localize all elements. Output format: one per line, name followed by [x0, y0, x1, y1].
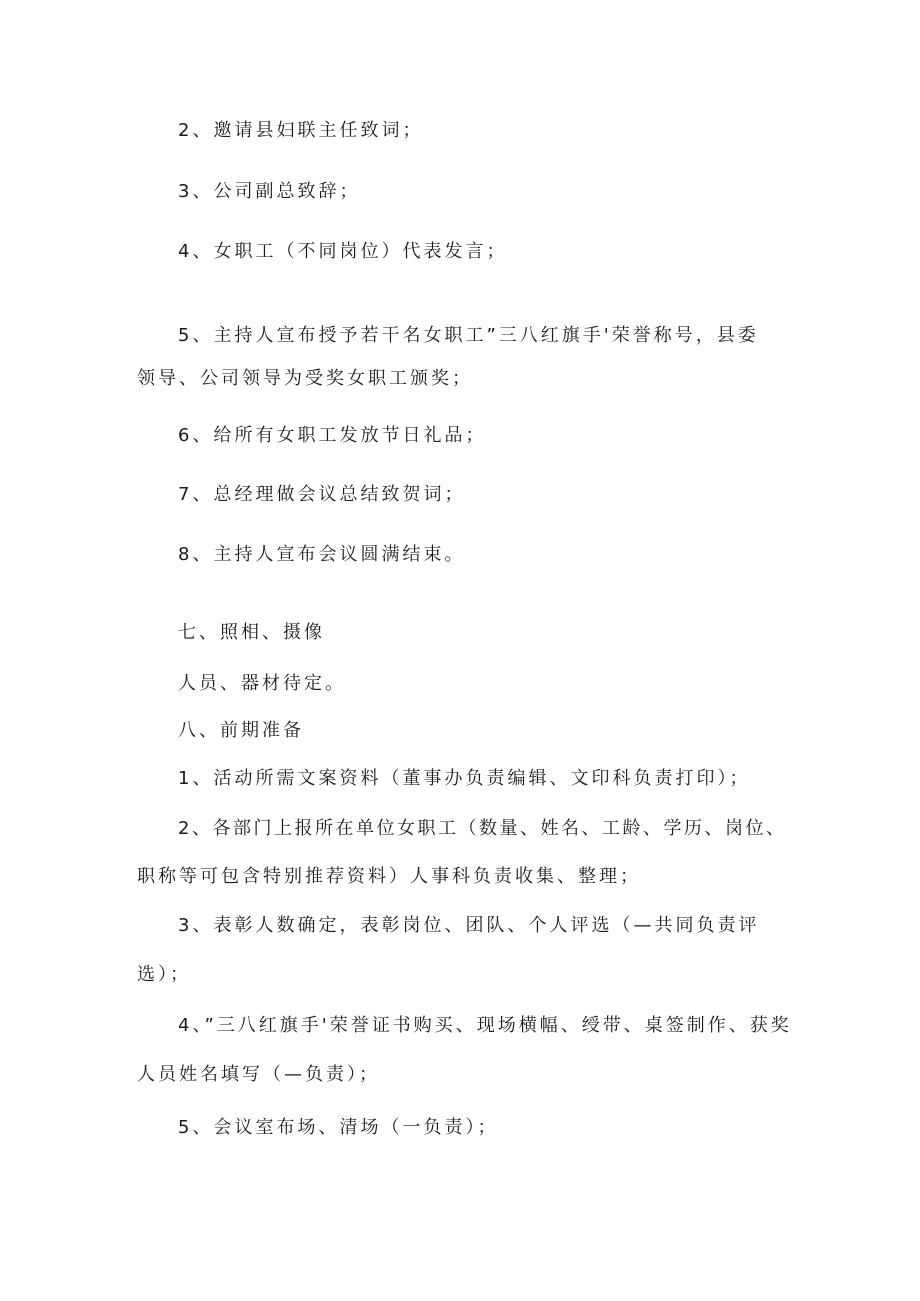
- agenda-item-5-line-1: 5、主持人宣布授予若干名女职工”三八红旗手'荣誉称号，县委: [178, 325, 759, 346]
- prep-item-3-line-1: 3、表彰人数确定，表彰岗位、团队、个人评选（—共同负责评: [178, 915, 760, 936]
- prep-item-2-line-2: 职称等可包含特别推荐资料）人事科负责收集、整理；: [137, 866, 641, 887]
- agenda-item-4: 4、女职工（不同岗位）代表发言；: [178, 241, 508, 262]
- section-heading-8: 八、前期准备: [178, 720, 304, 741]
- section-heading-7: 七、照相、摄像: [178, 622, 325, 643]
- agenda-item-7: 7、总经理做会议总结致贺词；: [178, 484, 466, 505]
- prep-item-2-line-1: 2、各部门上报所在单位女职工（数量、姓名、工龄、学历、岗位、: [178, 818, 787, 839]
- agenda-item-3: 3、公司副总致辞；: [178, 181, 361, 202]
- prep-item-4-line-1: 4、”三八红旗手'荣誉证书购买、现场横幅、绶带、桌签制作、获奖: [178, 1015, 792, 1036]
- prep-item-1: 1、活动所需文案资料（董事办负责编辑、文印科负责打印）；: [178, 768, 751, 789]
- prep-item-3-line-2: 选）；: [137, 964, 191, 985]
- section-7-body: 人员、器材待定。: [178, 673, 346, 694]
- prep-item-5: 5、会议室布场、清场（一负责）；: [178, 1117, 499, 1138]
- agenda-item-8: 8、主持人宣布会议圆满结束。: [178, 544, 466, 565]
- agenda-item-5-line-2: 领导、公司领导为受奖女职工颁奖；: [137, 368, 473, 389]
- prep-item-4-line-2: 人员姓名填写（—负责）；: [137, 1064, 380, 1085]
- agenda-item-6: 6、给所有女职工发放节日礼品；: [178, 425, 487, 446]
- agenda-item-2: 2、邀请县妇联主任致词；: [178, 120, 424, 141]
